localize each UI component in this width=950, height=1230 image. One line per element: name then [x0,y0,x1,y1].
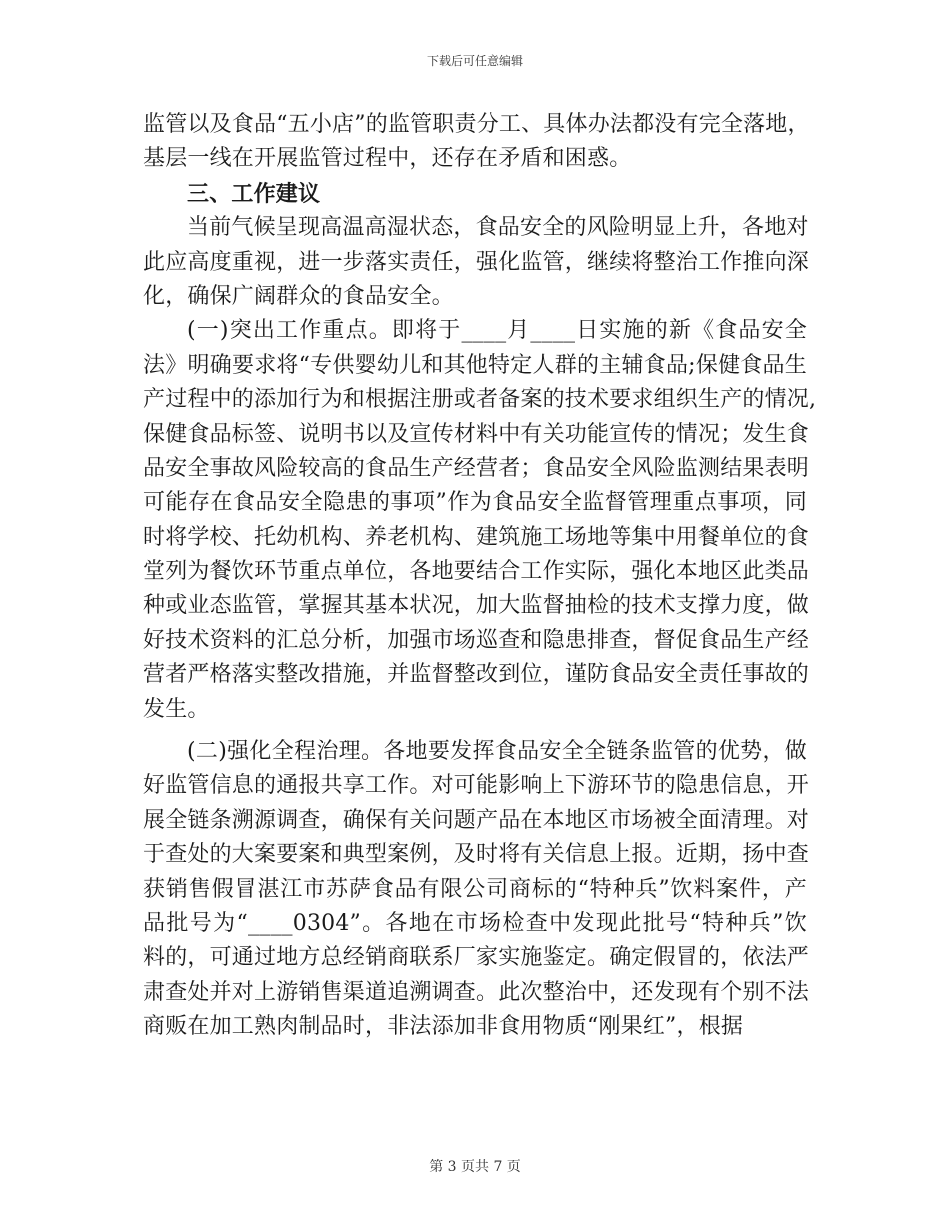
text-line: 此应高度重视，进一步落实责任，强化监管，继续将整治工作推向深 [143,249,810,275]
text-line: 好技术资料的汇总分析，加强市场巡查和隐患排查，督促食品生产经 [143,627,810,653]
text-line: 可能存在食品安全隐患的事项”作为食品安全监督管理重点事项，同 [143,490,807,516]
text-line: 当前气候呈现高温高湿状态，食品安全的风险明显上升，各地对 [187,215,809,241]
text-line: 发生。 [143,696,210,722]
text-line: 时将学校、托幼机构、养老机构、建筑施工场地等集中用餐单位的食 [143,524,810,550]
text-line: 品安全事故风险较高的食品生产经营者；食品安全风险监测结果表明 [143,455,810,481]
text-line: 获销售假冒湛江市苏萨食品有限公司商标的“特种兵”饮料案件，产 [143,876,807,902]
text-line: 法》明确要求将“专供婴幼儿和其他特定人群的主辅食品;保健食品生 [143,352,807,378]
text-line: 营者严格落实整改措施，并监督整改到位，谨防食品安全责任事故的 [143,662,810,688]
text-line: 堂列为餐饮环节重点单位，各地要结合工作实际，强化本地区此类品 [143,559,810,585]
page-footer: 第 3 页共 7 页 [429,1159,521,1175]
text-line: 监管以及食品“五小店”的监管职责分工、具体办法都没有完全落地， [143,112,810,137]
document-body [143,108,817,1045]
text-line: 产过程中的添加行为和根据注册或者备案的技术要求组织生产的情况, [143,387,817,413]
text-line: 化，确保广阔群众的食品安全。 [143,283,454,309]
text-line: 商贩在加工熟肉制品时，非法添加非食用物质“刚果红”，根据 [143,1014,744,1040]
text-line: 品批号为“____0304”。各地在市场检查中发现此批号“特种兵”饮 [143,910,807,936]
text-line: 保健食品标签、说明书以及宣传材料中有关功能宣传的情况；发生食 [143,421,810,447]
text-line: 料的，可通过地方总经销商联系厂家实施鉴定。确定假冒的，依法严 [143,945,810,971]
text-line: 肃查处并对上游销售渠道追溯调查。此次整治中，还发现有个别不法 [143,979,810,1005]
text-line: (一)突出工作重点。即将于____月____日实施的新《食品安全 [187,318,807,344]
text-line: 于查处的大案要案和典型案例，及时将有关信息上报。近期，扬中查 [143,842,810,868]
section-heading: 三、工作建议 [187,180,321,207]
text-line: 好监管信息的通报共享工作。对可能影响上下游环节的隐患信息，开 [143,773,810,799]
text-line: 展全链条溯源调查，确保有关问题产品在本地区市场被全面清理。对 [143,807,810,833]
text-line: 种或业态监管，掌握其基本状况，加大监督抽检的技术支撑力度，做 [143,593,810,619]
page-header: 下载后可任意编辑 [426,54,523,68]
text-line: 基层一线在开展监管过程中，还存在矛盾和困惑。 [143,146,632,172]
text-line: (二)强化全程治理。各地要发挥食品安全全链条监管的优势，做 [187,739,807,765]
